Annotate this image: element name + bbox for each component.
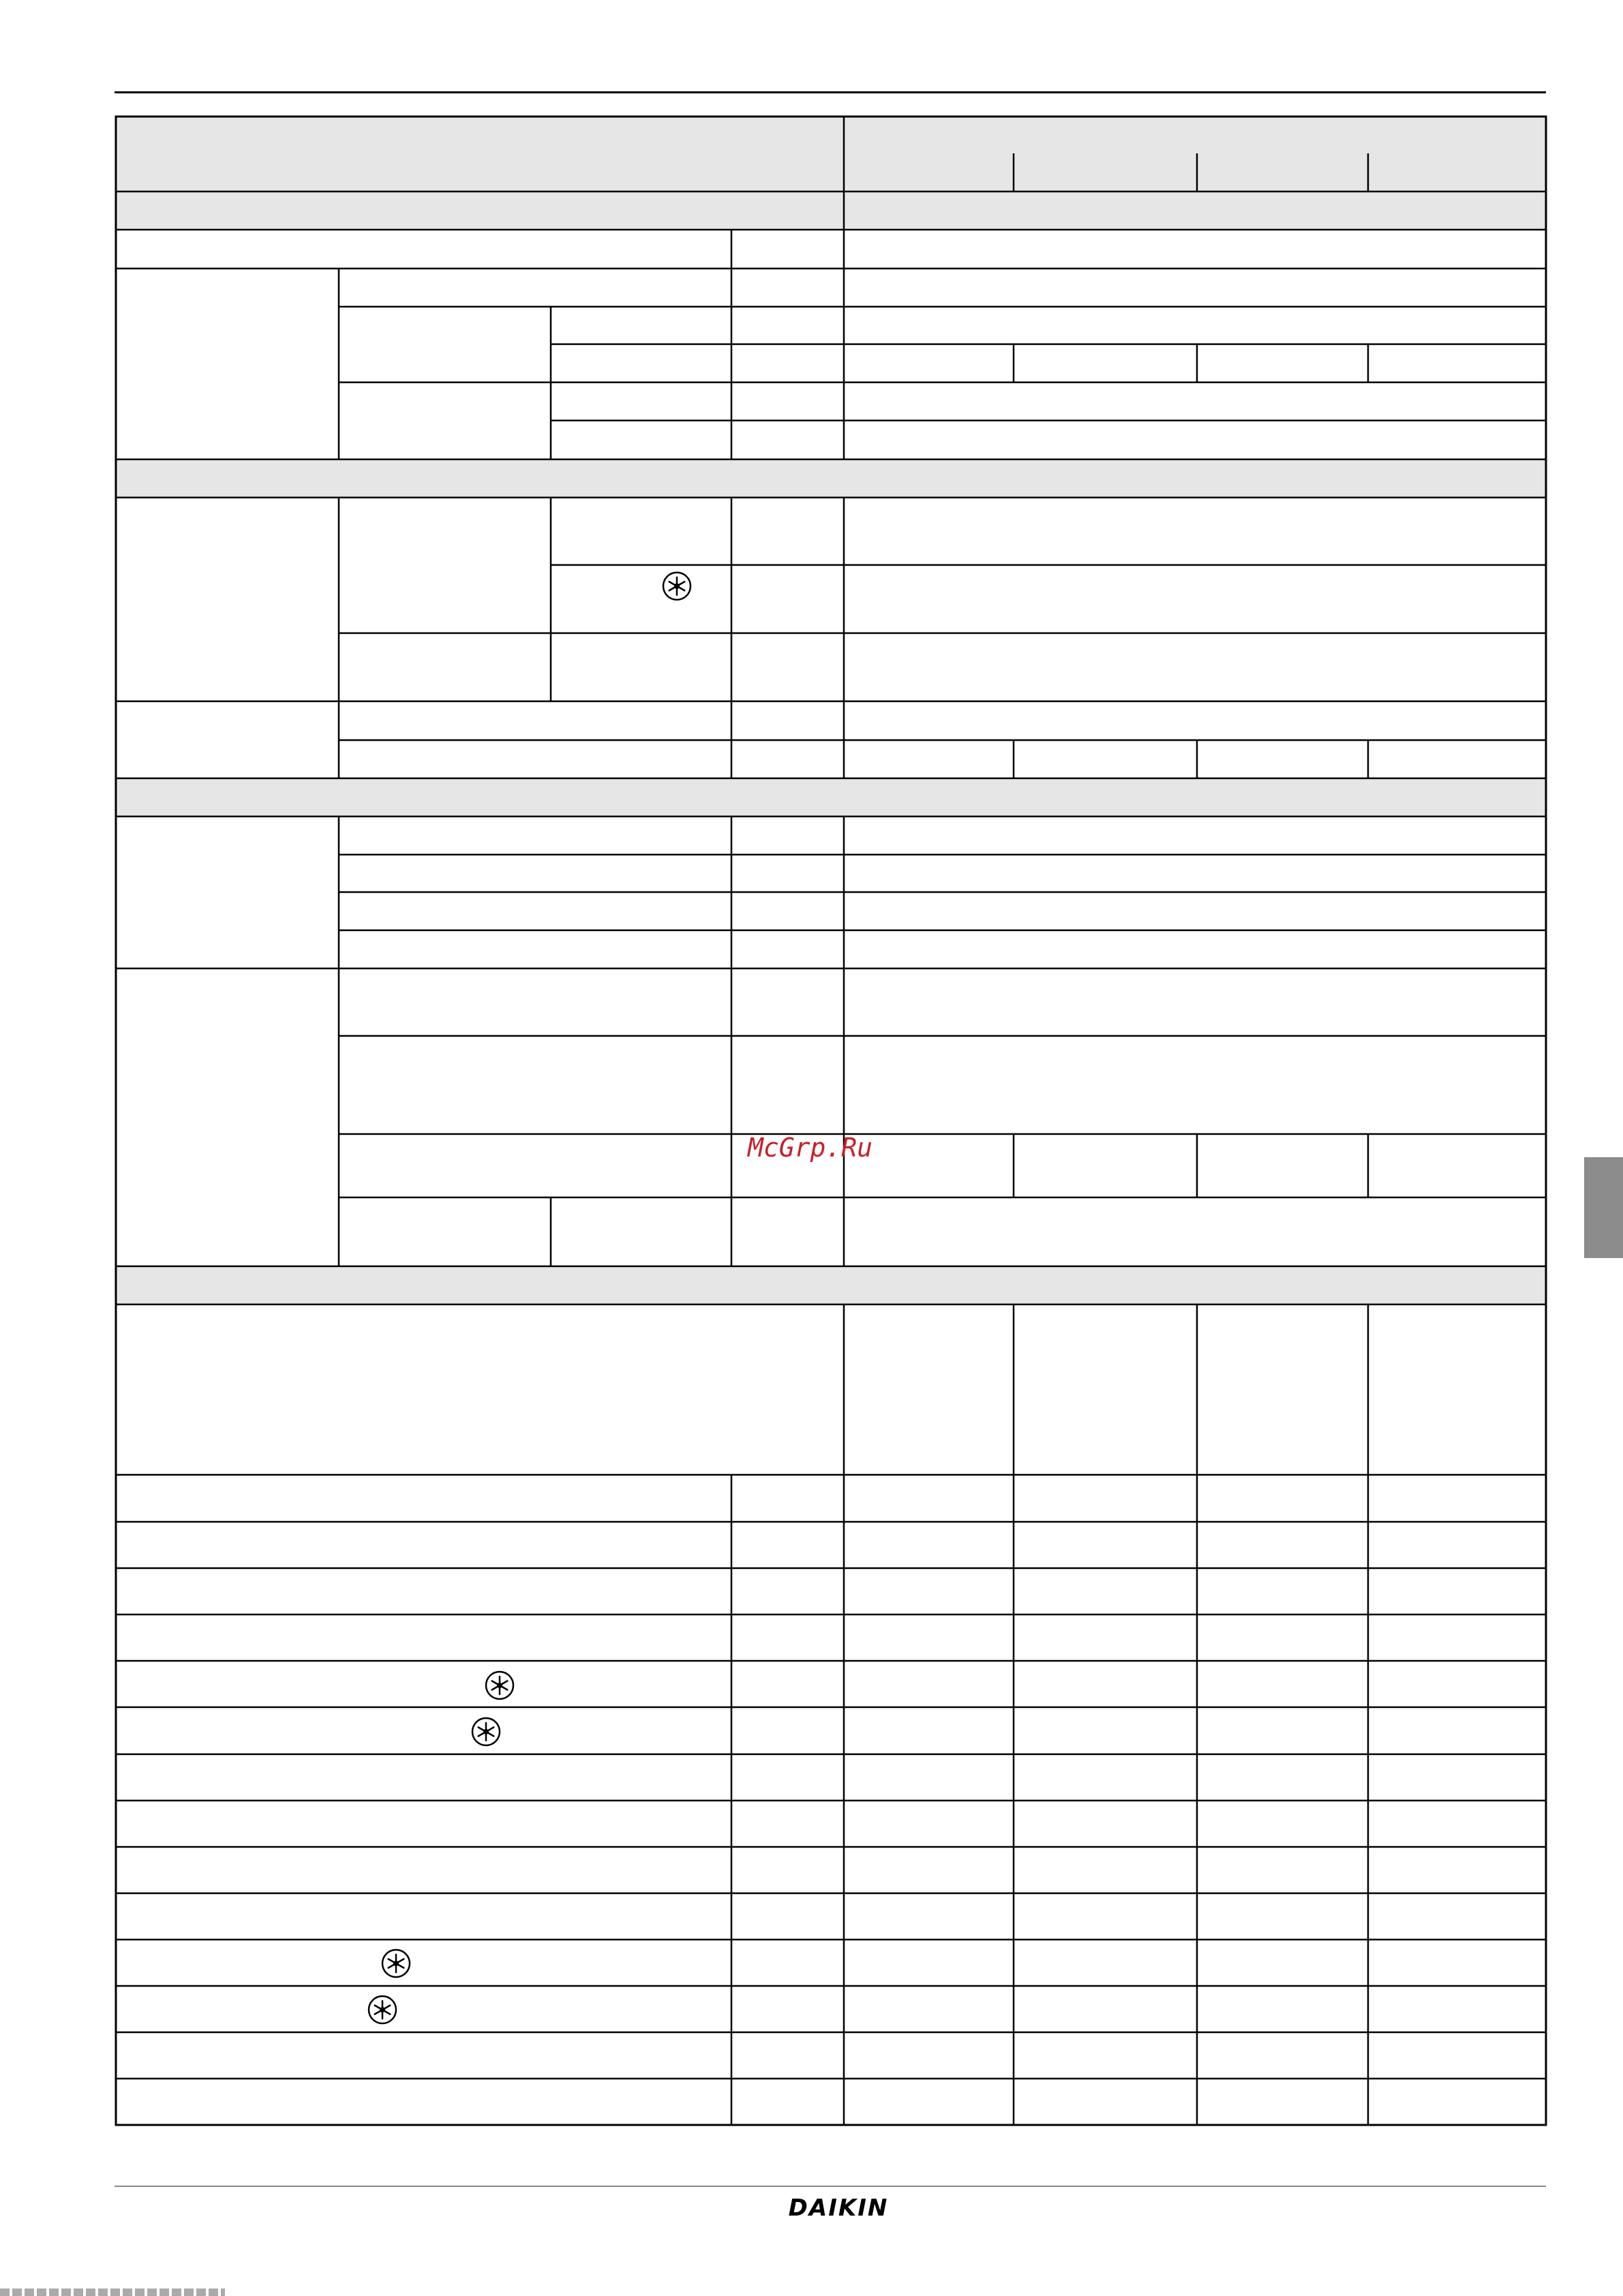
- snowflake-icon: [382, 1950, 410, 1977]
- section-band-4: [116, 1266, 1546, 1304]
- snowflake-icon: [663, 572, 691, 600]
- snowflake-icon: [486, 1672, 513, 1699]
- footer-rule: [115, 2186, 1546, 2187]
- snowflake-icon: [369, 1996, 396, 2023]
- side-tab-marker: [1584, 1157, 1623, 1258]
- table-grid-lines: [116, 117, 1546, 2125]
- daikin-logo: DAIKIN: [788, 2194, 889, 2222]
- section-band-3: [116, 778, 1546, 816]
- table-frame: [116, 117, 1546, 2125]
- snowflake-icon: [472, 1718, 500, 1745]
- watermark: McGrp.Ru: [748, 1133, 873, 1163]
- section-band-2: [116, 459, 1546, 498]
- page-edge-strip: [0, 2289, 225, 2296]
- table-header-band: [116, 117, 1546, 192]
- section-band-1: [116, 192, 1546, 230]
